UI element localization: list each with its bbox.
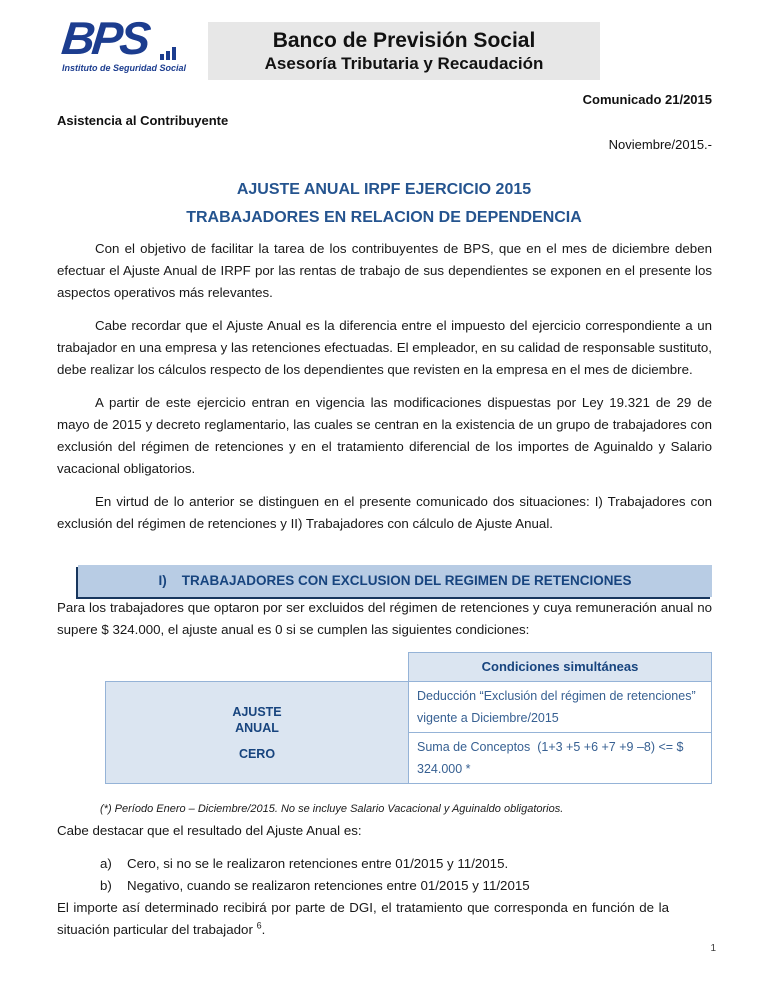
document-title-line2: TRABAJADORES EN RELACION DE DEPENDENCIA [186, 209, 582, 226]
table-row [106, 682, 712, 733]
org-subtitle: Asesoría Tributaria y Recaudación [264, 54, 544, 73]
condition-cell-1: Deducción “Exclusión del régimen de retenciones” vigente a Diciembre/2015 [409, 682, 712, 733]
table-header-row [106, 653, 712, 682]
conditions-table [105, 652, 712, 784]
section-intro: Para los trabajadores que optaron por ser excluidos del régimen de retenciones y cuya remuneración anual no supere $ 324.000, el ajuste anual es 0 si se cumplen las siguientes condiciones: [57, 600, 712, 637]
list-item [100, 853, 712, 875]
condition-cell-2: Suma de Conceptos (1+3 +5 +6 +7 +9 –8) <= $ 324.000 * [409, 733, 712, 784]
list-item-text: Negativo, cuando se realizaron retenciones entre 01/2015 y 11/2015 [127, 878, 530, 893]
document-body [57, 238, 712, 952]
bps-wordmark: BPS [59, 12, 151, 64]
document-title [0, 176, 768, 232]
list-item-text: Cero, si no se le realizaron retenciones entre 01/2015 y 11/2015. [127, 856, 509, 871]
paragraph-law: A partir de este ejercicio entran en vigencia las modificaciones dispuestas por Ley 19.321 de 29 de mayo de 2015 y decreto reglamentario, las cuales se centran en la existencia de un grupo de trabajadores con exclusión del régimen de retenciones y en el tratamiento diferencial de los importes de Aguinaldo y Salario vacacional obligatorios. [57, 395, 712, 476]
document-date: Noviembre/2015.- [608, 137, 712, 152]
closing-period: . [261, 922, 266, 937]
org-title: Banco de Previsión Social [272, 29, 536, 52]
document-title-line1: AJUSTE ANUAL IRPF EJERCICIO 2015 [236, 181, 532, 198]
row-label-line3: CERO [238, 746, 276, 761]
list-item-marker: b) [100, 878, 112, 893]
comunicado-number: Comunicado 21/2015 [582, 92, 712, 107]
org-title-box [208, 22, 600, 80]
footnote-reference: 6 [256, 920, 262, 931]
table-ghost-cell [106, 653, 409, 682]
list-item-marker: a) [100, 856, 112, 871]
department-label: Asistencia al Contribuyente [57, 113, 229, 128]
logo-subtitle: Instituto de Seguridad Social [62, 63, 187, 73]
paragraph-situations: En virtud de lo anterior se distinguen en el presente comunicado dos situaciones: I) Trabajadores con exclusión del régimen de retenciones y II) Trabajadores con cálculo de Ajuste Anual. [57, 494, 712, 531]
bar-chart-icon [160, 46, 176, 60]
table-footnote: (*) Período Enero – Diciembre/2015. No se incluye Salario Vacacional y Aguinaldo obligatorios. [100, 803, 564, 815]
result-list [100, 853, 712, 897]
paragraph-recall: Cabe recordar que el Ajuste Anual es la diferencia entre el impuesto del ejercicio correspondiente a un trabajador en una empresa y las retenciones efectuadas. El empleador, en su calidad de responsable sustituto, debe realizar los cálculos respecto de los dependientes que revisten en la empresa en el mes de diciembre. [57, 318, 712, 377]
result-intro: Cabe destacar que el resultado del Ajuste Anual es: [57, 823, 362, 838]
row-label-line2: ANUAL [235, 720, 279, 735]
paragraph-objective: Con el objetivo de facilitar la tarea de los contribuyentes de BPS, que en el mes de diciembre deben efectuar el Ajuste Anual de IRPF por las rentas de trabajo de sus dependientes se exponen en el presente los aspectos operativos más relevantes. [57, 241, 712, 300]
closing-paragraph [57, 897, 669, 941]
bps-logo [59, 12, 212, 90]
table-header-cell: Condiciones simultáneas [409, 653, 712, 682]
row-label-line1: AJUSTE [232, 704, 282, 719]
table-row-label [106, 682, 409, 784]
list-item [100, 875, 712, 897]
closing-text: El importe así determinado recibirá por parte de DGI, el tratamiento que corresponda en función de la situación particular del trabajador [57, 900, 669, 937]
section-heading-exclusion: I) TRABAJADORES CON EXCLUSION DEL REGIMEN DE RETENCIONES [78, 565, 712, 597]
page-number: 1 [710, 943, 716, 954]
